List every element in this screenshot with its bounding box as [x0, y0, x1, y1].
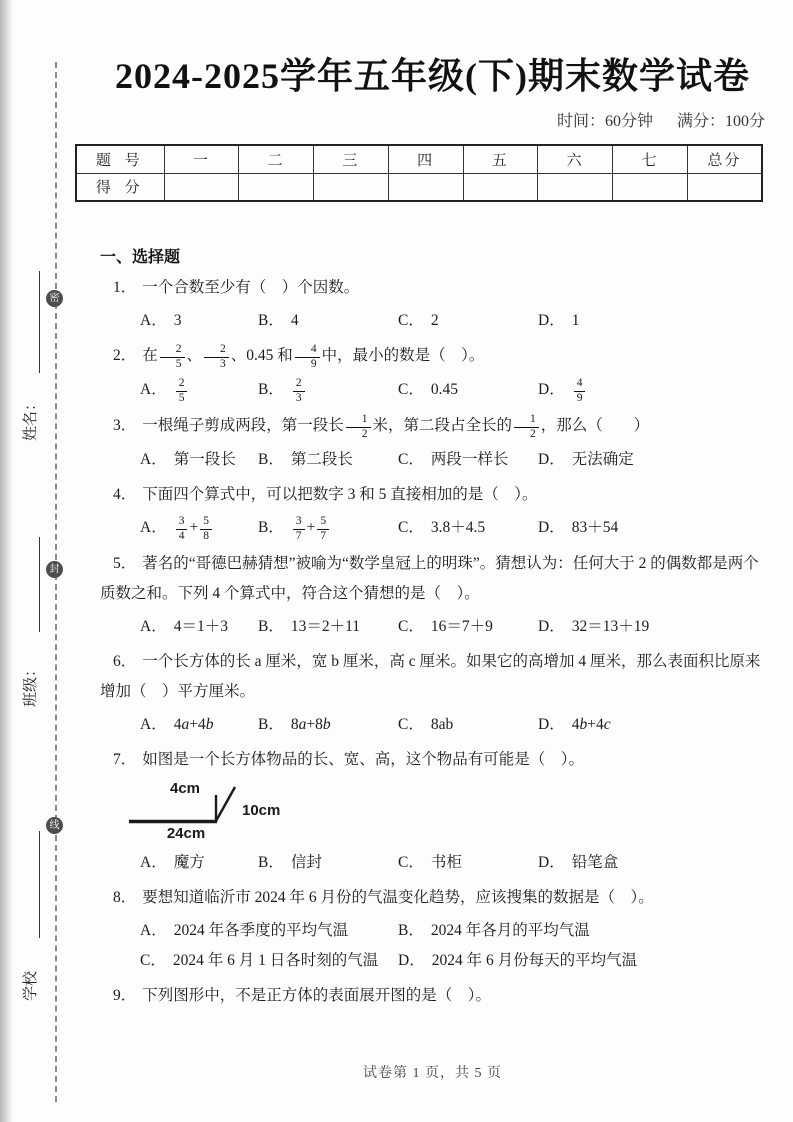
option-label: C． [398, 518, 424, 536]
question-number: 5． [113, 554, 137, 572]
question-number: 1． [113, 279, 137, 296]
question-number: 4． [113, 485, 137, 503]
question-stem: 2． 在 $\frac{2}{5}$ 、 $\frac{2}{3}$ 、0.45 和 $\frac{4}{9}$ 中，最小的数是（ ）。 [113, 343, 485, 371]
math-variable: b [205, 715, 214, 733]
score-cell [613, 173, 688, 201]
score-col-4: 四 [388, 145, 463, 173]
exam-meta [100, 108, 765, 131]
option-label: B． [258, 617, 284, 635]
score-col-3: 三 [314, 145, 389, 173]
option-label: C． [398, 617, 424, 635]
option: D． 2024 年 6 月份每天的平均气温 [398, 951, 638, 969]
option: B． 8a+8b [258, 715, 331, 733]
fraction: $\frac{3}{4}$ [176, 515, 188, 544]
option-label: A． [140, 380, 167, 398]
option-label: C． [398, 715, 424, 733]
full-score: 满分：100分 [676, 113, 765, 130]
math-variable: a [181, 715, 190, 733]
score-col-5: 五 [463, 145, 538, 173]
score-cell [164, 173, 239, 201]
question-stem: 8． 要想知道临沂市 2024 年 6 月份的气温变化趋势，应该搜集的数据是（ ）。 [113, 888, 654, 906]
fraction: $\frac{2}{5}$ [176, 377, 188, 406]
question-6 [100, 647, 765, 740]
question-stem: 3． 一根绳子剪成两段，第一段长 $\frac{1}{2}$ 米，第二段占全长的 $\frac{1}{2}$ ，那么（ ） [113, 413, 650, 440]
option: C． 8ab [398, 715, 454, 733]
score-cell [538, 173, 613, 201]
options-row [100, 445, 765, 475]
question-2 [100, 341, 765, 406]
option-label: D． [538, 312, 565, 329]
question-9 [100, 981, 765, 1011]
option-label: A． [140, 617, 167, 635]
score-col-6: 六 [538, 145, 613, 173]
option: B． 4 [258, 312, 299, 329]
option-label: D． [538, 853, 565, 871]
score-cell [314, 173, 389, 201]
option: D． 铅笔盒 [538, 853, 619, 871]
width-line [215, 787, 235, 823]
option-label: B． [258, 450, 284, 468]
score-col-2: 二 [239, 145, 314, 173]
question-number: 6． [113, 652, 137, 670]
question-stem: 6． 一个长方体的长 a 厘米，宽 b 厘米，高 c 厘米。如果它的高增加 4 厘米，那么表面积比原来增加（ ）平方厘米。 [100, 652, 761, 700]
question-stem: 5． 著名的“哥德巴赫猜想”被喻为“数学皇冠上的明珠”。猜想认为：任何大于 2 的偶数都是两个质数之和。下列 4 个算式中，符合这个猜想的是（ ）。 [100, 554, 759, 602]
score-table-header-row [76, 145, 762, 173]
option-label: D． [538, 715, 565, 733]
length-dimension-label: 24cm [166, 824, 206, 841]
fraction: $\frac{2}{5}$ [160, 343, 185, 372]
option-label: D． [538, 450, 565, 468]
class-label: 班级： [23, 661, 39, 707]
math-variable: a [298, 715, 307, 733]
option: A． 第一段长 [140, 450, 236, 468]
option: D． 无法确定 [538, 450, 634, 468]
seal-char-feng: 封 [46, 561, 63, 578]
question-stem: 7． 如图是一个长方体物品的长、宽、高，这个物品有可能是（ ）。 [113, 750, 585, 768]
options-row [100, 612, 765, 642]
seal-char-mi: 密 [46, 290, 63, 307]
options-row [100, 848, 765, 878]
option: C． 0.45 [398, 380, 458, 398]
score-col-7: 七 [613, 145, 688, 173]
option-label: D． [538, 380, 565, 398]
score-cell [463, 173, 538, 201]
section-title: 一、选择题 [100, 249, 181, 266]
option: D． 32＝13＋19 [538, 617, 650, 635]
option-label: C． [398, 450, 424, 468]
option: B． $\frac{3}{7}$ + $\frac{5}{7}$ [258, 513, 398, 544]
options-row [100, 375, 765, 406]
math-variable: b [579, 715, 588, 733]
option: A． $\frac{3}{4}$ + $\frac{5}{8}$ [140, 513, 258, 544]
school-blank-line [26, 831, 40, 938]
class-blank-line [26, 537, 40, 632]
option: D． 4b+4c [538, 715, 611, 733]
option [140, 375, 258, 406]
question-8 [100, 883, 765, 976]
option-label: D． [538, 617, 565, 635]
option: B． 信封 [258, 853, 322, 871]
option-label: D． [538, 518, 565, 536]
question-stem: 9． 下列图形中，不是正方体的表面展开图的是（ ）。 [113, 986, 492, 1004]
option [258, 375, 398, 406]
main-content [95, 0, 765, 1081]
option: C． 3.8＋4.5 [398, 518, 486, 536]
math-variable: c [603, 715, 611, 733]
option: B． 第二段长 [258, 450, 353, 468]
option: A． 2024 年各季度的平均气温 [140, 921, 349, 939]
option-label: B． [258, 312, 284, 329]
option: A． 4＝1＋3 [140, 617, 228, 635]
score-cell [239, 173, 314, 201]
option-label: B． [258, 518, 284, 536]
width-dimension-label: 10cm [242, 801, 281, 819]
page-footer: 试卷第 1 页，共 5 页 [363, 1066, 502, 1081]
question-number: 9． [113, 986, 137, 1004]
score-cell [687, 173, 762, 201]
option: B． 13＝2＋11 [258, 617, 361, 635]
question-list [100, 273, 765, 1011]
question-3 [100, 411, 765, 475]
options-row [100, 306, 765, 336]
fraction: $\frac{2}{3}$ [204, 343, 229, 372]
option: A． 4a+4b [140, 715, 214, 733]
question-number: 8． [113, 888, 137, 906]
question-1 [100, 273, 765, 336]
option-label: B． [398, 921, 424, 939]
fraction: $\frac{3}{7}$ [293, 515, 305, 544]
option-label: C． [398, 380, 424, 398]
option: D． 83＋54 [538, 518, 619, 536]
question-stem: 4． 下面四个算式中，可以把数字 3 和 5 直接相加的是（ ）。 [113, 485, 538, 503]
math-variable: b [322, 715, 331, 733]
option-label: A． [140, 312, 167, 329]
name-field [16, 271, 40, 441]
school-field [16, 831, 40, 1001]
option-label: A． [140, 853, 167, 871]
options-row [100, 513, 765, 544]
height-dimension-label: 4cm [169, 779, 201, 797]
option [538, 375, 765, 406]
option: C． 两段一样长 [398, 450, 509, 468]
dimension-figure-svg [114, 779, 299, 841]
score-table [75, 144, 763, 202]
option: A． 3 [140, 312, 182, 329]
option-label: D． [398, 951, 425, 969]
option: C． 16＝7＋9 [398, 617, 493, 635]
fraction: $\frac{5}{8}$ [200, 515, 212, 544]
option-label: B． [258, 715, 284, 733]
option-label: B． [258, 380, 284, 398]
fraction: $\frac{2}{3}$ [293, 377, 305, 406]
option-label: A． [140, 921, 167, 939]
question-number: 7． [113, 750, 137, 768]
time-limit: 时间：60分钟 [556, 113, 653, 130]
question-number: 3． [113, 416, 137, 434]
fraction: $\frac{4}{9}$ [295, 343, 320, 372]
scan-edge-shadow [0, 0, 13, 1122]
options-row [100, 916, 765, 976]
fraction: $\frac{4}{9}$ [574, 377, 586, 406]
name-blank-line [26, 271, 40, 373]
score-table-score-row [76, 173, 762, 201]
option-label: C． [398, 312, 424, 329]
score-cell [388, 173, 463, 201]
score-col-total: 总分 [687, 145, 762, 173]
option-label: A． [140, 715, 167, 733]
question-number: 2． [113, 347, 137, 364]
page-title: 2024-2025学年五年级(下)期末数学试卷 [115, 56, 750, 96]
option: D． 1 [538, 312, 580, 329]
option-label: C． [398, 853, 424, 871]
fraction: $\frac{1}{2}$ [346, 413, 371, 442]
question-4 [100, 480, 765, 544]
score-col-1: 一 [164, 145, 239, 173]
option: A． 魔方 [140, 853, 205, 871]
option: C． 书柜 [398, 853, 462, 871]
option-label: C． [140, 951, 166, 969]
name-label: 姓名： [23, 395, 39, 441]
option-label: B． [258, 853, 284, 871]
option: C． 2 [398, 312, 439, 329]
seal-char-xian: 线 [46, 817, 63, 834]
seal-dashed-line [55, 62, 57, 1102]
score-label: 得 分 [76, 173, 164, 201]
option-label: A． [140, 518, 167, 536]
question-number-label: 题 号 [76, 145, 164, 173]
option: C． 2024 年 6 月 1 日各时刻的气温 [140, 951, 379, 969]
dimension-figure [114, 779, 765, 846]
question-7 [100, 745, 765, 878]
school-label: 学校 [23, 970, 39, 1001]
options-row [100, 710, 765, 740]
option-label: A． [140, 450, 167, 468]
question-stem: 1． 一个合数至少有（ ）个因数。 [113, 279, 360, 296]
fraction: $\frac{5}{7}$ [317, 515, 329, 544]
class-field [16, 537, 40, 707]
option: B． 2024 年各月的平均气温 [398, 921, 590, 939]
fraction: $\frac{1}{2}$ [514, 413, 539, 442]
question-5 [100, 549, 765, 642]
